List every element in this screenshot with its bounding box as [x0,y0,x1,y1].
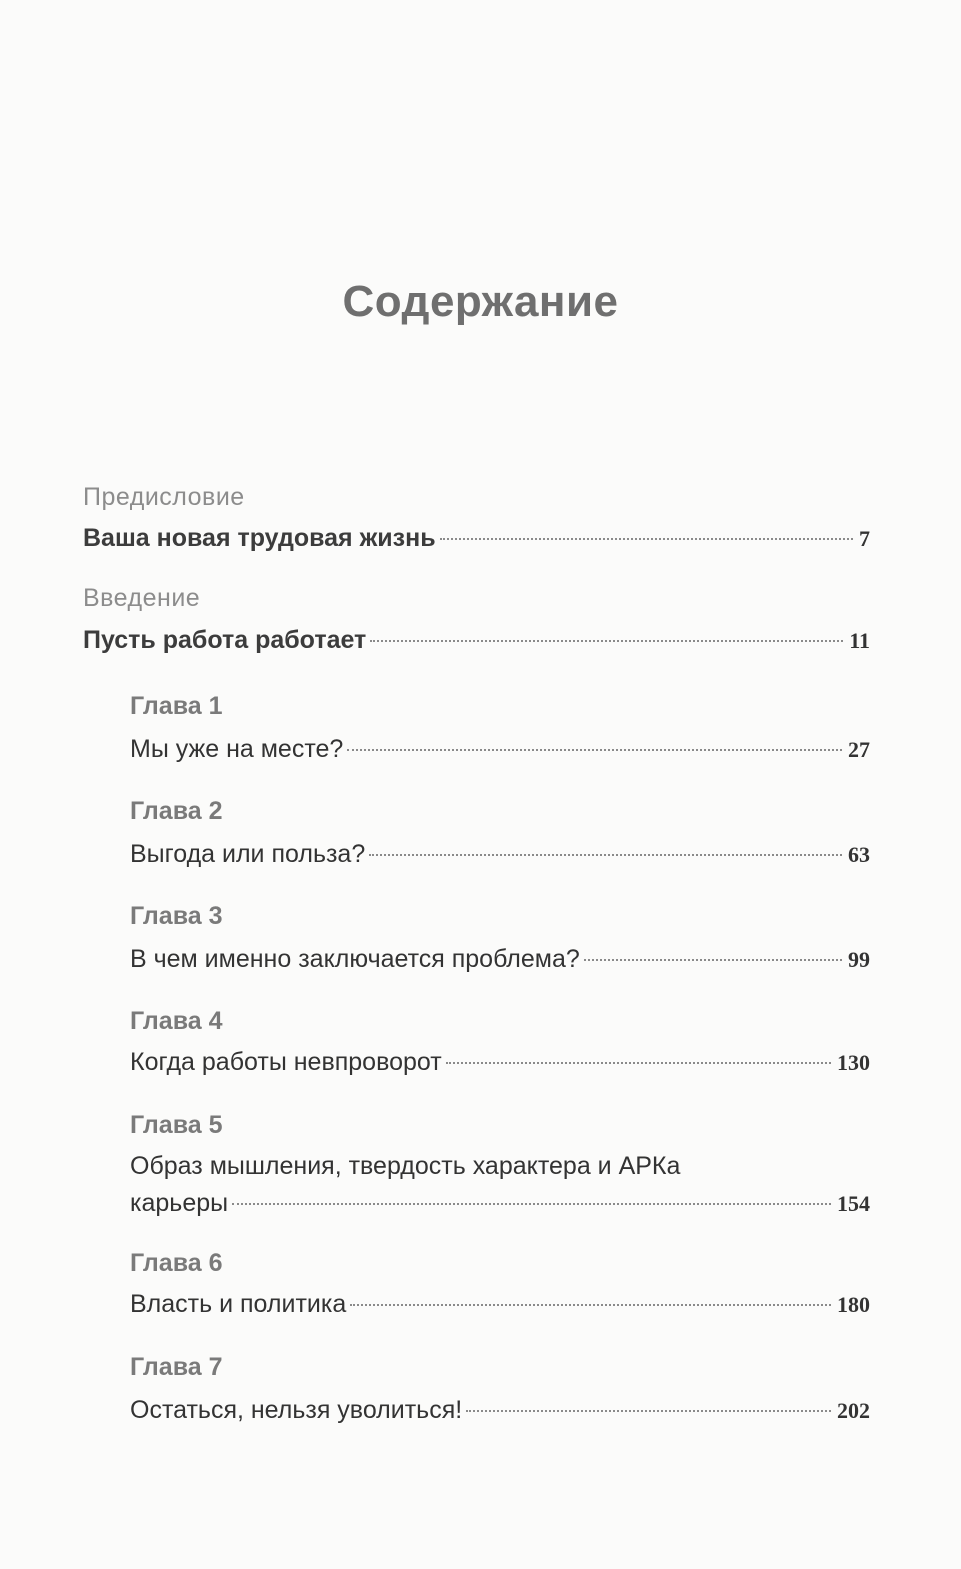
dot-leader [370,640,843,642]
toc-page-number: 180 [837,1292,870,1317]
toc-page-number: 7 [859,526,870,551]
toc-entry-chapter-1[interactable] [130,729,870,769]
toc-entry-title: Остаться, нельзя уволиться! [130,1396,463,1424]
toc-entry-title: В чем именно заключается проблема? [130,945,580,973]
toc-page-number: 27 [848,737,870,762]
toc-entry-chapter-5[interactable] [130,1183,870,1223]
toc-entry-title: карьеры [130,1189,229,1217]
toc-page-number: 63 [848,842,870,867]
dot-leader [347,749,842,751]
toc-entry-preface[interactable] [83,518,870,558]
intro-label: Введение [83,584,201,612]
toc-entry-title: Пусть работа работает [83,626,367,654]
toc-entry-intro[interactable] [83,620,870,660]
chapter-7-label: Глава 7 [130,1353,223,1381]
toc-entry-title: Когда работы невпроворот [130,1048,442,1076]
toc-entry-chapter-4[interactable] [130,1042,870,1082]
dot-leader [466,1410,831,1412]
toc-entry-chapter-2[interactable] [130,834,870,874]
toc-entry-chapter-3[interactable] [130,939,870,979]
preface-label: Предисловие [83,483,245,511]
toc-entry-chapter-7[interactable] [130,1390,870,1430]
toc-entry-chapter-5-line-1[interactable]: Образ мышления, твердость характера и АРКа [130,1152,681,1180]
dot-leader [446,1062,831,1064]
chapter-4-label: Глава 4 [130,1007,223,1035]
toc-page-number: 202 [837,1398,870,1423]
toc-entry-title: Выгода или польза? [130,840,366,868]
toc-page-number: 99 [848,947,870,972]
toc-entry-chapter-6[interactable] [130,1284,870,1324]
dot-leader [232,1203,831,1205]
toc-page-number: 11 [849,628,870,653]
chapter-2-label: Глава 2 [130,797,223,825]
toc-page-number: 154 [837,1191,870,1216]
dot-leader [369,854,842,856]
chapter-1-label: Глава 1 [130,692,223,720]
chapter-5-label: Глава 5 [130,1111,223,1139]
chapter-6-label: Глава 6 [130,1249,223,1277]
page-title: Содержание [342,277,619,326]
toc-entry-title: Ваша новая трудовая жизнь [83,524,436,552]
toc-entry-title: Власть и политика [130,1290,347,1318]
dot-leader [350,1304,831,1306]
dot-leader [440,538,853,540]
toc-page-number: 130 [837,1050,870,1075]
toc-entry-title: Мы уже на месте? [130,735,344,763]
chapter-3-label: Глава 3 [130,902,223,930]
dot-leader [584,959,842,961]
